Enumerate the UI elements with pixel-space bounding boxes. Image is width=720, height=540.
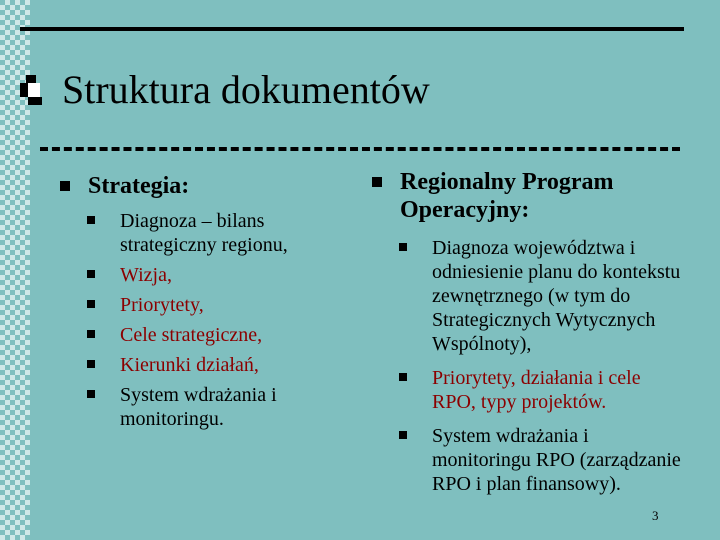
list-item bbox=[399, 366, 689, 414]
title-divider bbox=[40, 147, 680, 151]
square-bullet-icon bbox=[372, 177, 382, 187]
left-heading: Strategia: bbox=[88, 173, 190, 199]
right-column bbox=[372, 168, 702, 496]
square-bullet-icon bbox=[399, 431, 407, 439]
list-item-text: Priorytety, bbox=[120, 294, 204, 316]
list-item bbox=[399, 424, 689, 496]
title-bullet-icon bbox=[20, 75, 42, 105]
list-item-text: Diagnoza województwa i odniesienie planu do kontekstu zewnętrznego (w tym do Strategicznych Wytycznych Wspólnoty), bbox=[432, 237, 681, 355]
left-column bbox=[60, 172, 350, 431]
list-item-text: Priorytety, działania i cele RPO, typy projektów. bbox=[432, 367, 641, 413]
right-heading-item bbox=[372, 168, 680, 224]
square-bullet-icon bbox=[399, 243, 407, 251]
right-heading: Regionalny Program Operacyjny: bbox=[400, 169, 614, 223]
slide-title: Struktura dokumentów bbox=[62, 67, 430, 112]
list-item bbox=[87, 323, 350, 347]
list-item-text: Diagnoza – bilans strategiczny regionu, bbox=[120, 210, 288, 256]
list-item-text: System wdrażania i monitoringu RPO (zarządzanie RPO i plan finansowy). bbox=[432, 425, 681, 495]
left-heading-item bbox=[60, 172, 350, 200]
list-item-text: Wizja, bbox=[120, 264, 172, 286]
page-number: 3 bbox=[652, 508, 659, 523]
list-item bbox=[87, 353, 350, 377]
square-bullet-icon bbox=[87, 360, 95, 368]
list-item bbox=[87, 293, 350, 317]
list-item bbox=[87, 263, 350, 287]
square-bullet-icon bbox=[399, 373, 407, 381]
list-item bbox=[87, 383, 350, 431]
square-bullet-icon bbox=[87, 300, 95, 308]
list-item bbox=[87, 209, 350, 257]
square-bullet-icon bbox=[60, 181, 70, 191]
list-item-text: System wdrażania i monitoringu. bbox=[120, 384, 277, 430]
list-item-text: Cele strategiczne, bbox=[120, 324, 263, 346]
square-bullet-icon bbox=[87, 330, 95, 338]
list-item bbox=[399, 236, 689, 356]
square-bullet-icon bbox=[87, 270, 95, 278]
list-item-text: Kierunki działań, bbox=[120, 354, 259, 376]
square-bullet-icon bbox=[87, 216, 95, 224]
left-list bbox=[87, 209, 350, 431]
square-bullet-icon bbox=[87, 390, 95, 398]
right-list bbox=[399, 236, 689, 496]
top-rule bbox=[20, 27, 684, 31]
